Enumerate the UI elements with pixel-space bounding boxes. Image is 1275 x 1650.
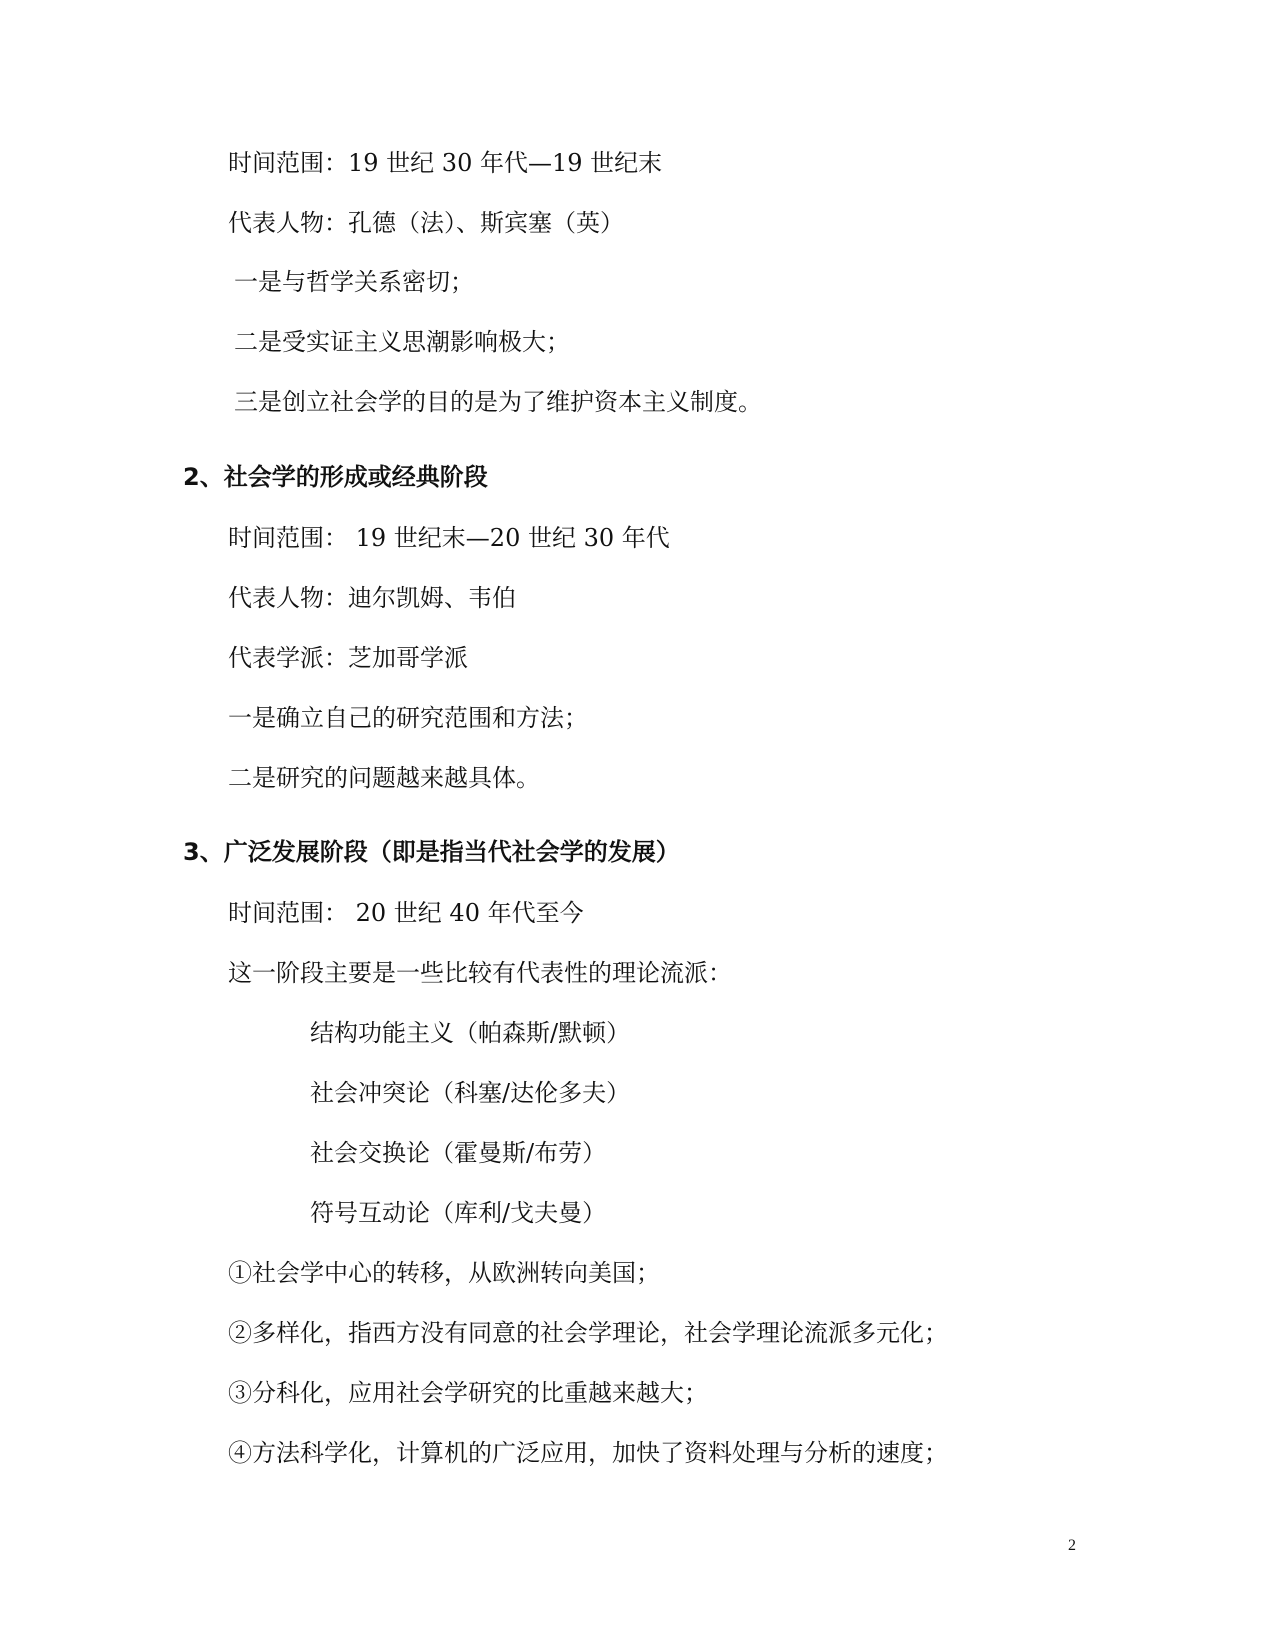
section3-intro: 这一阶段主要是一些比较有代表性的理论流派： xyxy=(228,959,732,987)
section1-time-range: 时间范围：19 世纪 30 年代—19 世纪末 xyxy=(228,149,663,177)
page-number: 2 xyxy=(1068,1537,1076,1554)
theory-school-item: 符号互动论（库利/戈夫曼） xyxy=(310,1199,607,1227)
section3-heading: 3、广泛发展阶段（即是指当代社会学的发展） xyxy=(183,838,680,866)
section3-time-range: 时间范围： 20 世纪 40 年代至今 xyxy=(228,899,584,927)
trend-item: ④方法科学化，计算机的广泛应用，加快了资料处理与分析的速度； xyxy=(228,1439,948,1467)
section1-representatives: 代表人物：孔德（法）、斯宾塞（英） xyxy=(228,209,624,237)
theory-school-item: 社会交换论（霍曼斯/布劳） xyxy=(310,1139,607,1167)
trend-item: ②多样化，指西方没有同意的社会学理论，社会学理论流派多元化； xyxy=(228,1319,948,1347)
section1-feature-1: 一是与哲学关系密切； xyxy=(234,268,474,296)
section2-feature-1: 一是确立自己的研究范围和方法； xyxy=(228,704,588,732)
section2-heading: 2、社会学的形成或经典阶段 xyxy=(183,463,488,491)
section1-feature-3: 三是创立社会学的目的是为了维护资本主义制度。 xyxy=(234,388,762,416)
section2-feature-2: 二是研究的问题越来越具体。 xyxy=(228,764,540,792)
trend-item: ①社会学中心的转移，从欧洲转向美国； xyxy=(228,1259,660,1287)
section2-school: 代表学派：芝加哥学派 xyxy=(228,644,468,672)
trend-item: ③分科化，应用社会学研究的比重越来越大； xyxy=(228,1379,708,1407)
theory-school-item: 社会冲突论（科塞/达伦多夫） xyxy=(310,1079,631,1107)
section1-feature-2: 二是受实证主义思潮影响极大； xyxy=(234,328,570,356)
theory-school-item: 结构功能主义（帕森斯/默顿） xyxy=(310,1019,631,1047)
section2-representatives: 代表人物：迪尔凯姆、韦伯 xyxy=(228,584,516,612)
section2-time-range: 时间范围： 19 世纪末—20 世纪 30 年代 xyxy=(228,524,670,552)
